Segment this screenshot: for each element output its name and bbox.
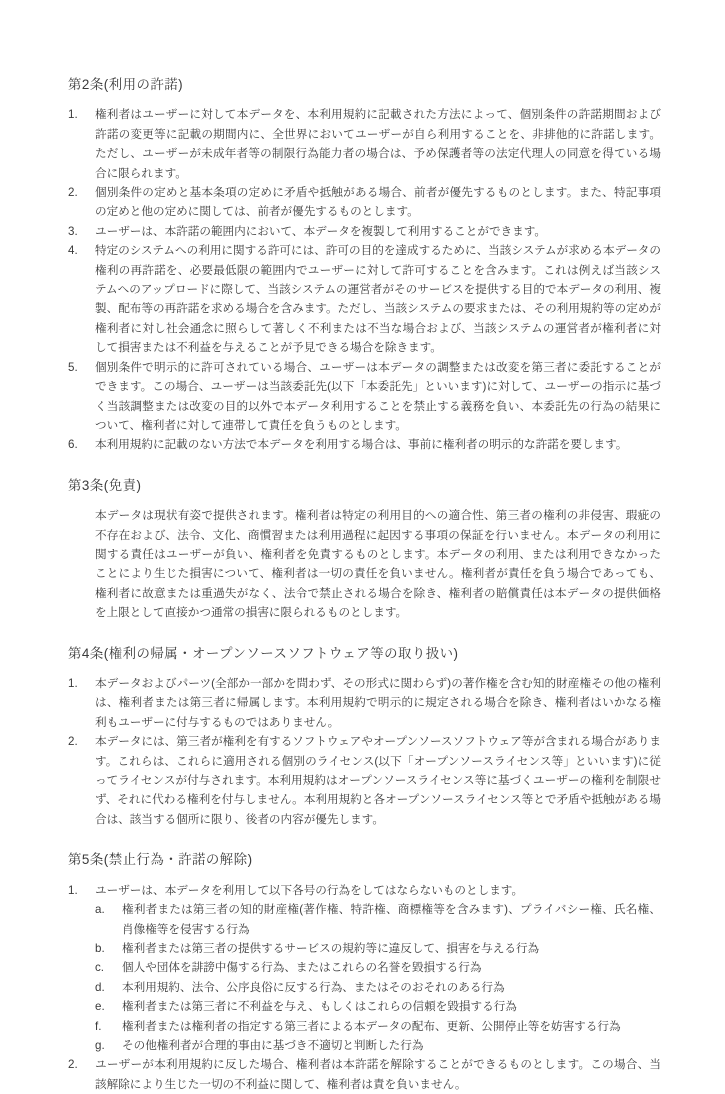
sub-list-item bbox=[95, 997, 661, 1016]
article-2-heading: 第2条(利用の許諾) bbox=[68, 77, 184, 92]
list-item bbox=[68, 105, 661, 183]
article-3-heading: 第3条(免責) bbox=[68, 477, 142, 493]
sub-list-item bbox=[95, 1017, 661, 1036]
list-item bbox=[68, 674, 661, 732]
sub-item-text: 権利者または第三者の提供するサービスの規約等に違反して、損害を与える行為 bbox=[122, 941, 540, 955]
item-text: 本利用規約に記載のない方法で本データを利用する場合は、事前に権利者の明示的な許諾を要します。 bbox=[95, 438, 628, 452]
item-number: 1. bbox=[68, 108, 78, 122]
item-number: 2. bbox=[68, 1058, 78, 1072]
sub-item-text: 権利者または権利者の指定する第三者による本データの配布、更新、公開停止等を妨害する行為 bbox=[122, 1019, 621, 1033]
sub-item-letter: d. bbox=[95, 980, 105, 994]
item-number: 2. bbox=[68, 186, 78, 200]
sub-item-letter: c. bbox=[95, 961, 105, 975]
sub-list-item bbox=[95, 900, 661, 939]
sub-item-letter: f. bbox=[95, 1019, 102, 1033]
sub-item-text: その他権利者が合理的事由に基づき不適切と判断した行為 bbox=[122, 1038, 424, 1052]
article-5-heading: 第5条(禁止行為・許諾の解除) bbox=[68, 852, 253, 868]
list-item bbox=[68, 732, 661, 829]
item-number: 1. bbox=[68, 883, 78, 897]
article-4-heading: 第4条(権利の帰属・オープンソースソフトウェア等の取り扱い) bbox=[68, 645, 459, 661]
list-item bbox=[68, 358, 661, 436]
item-text: 本データおよびパーツ(全部か一部かを問わず、その形式に関わらず)の著作権を含む知的財産権その他の権利は、権利者または第三者に帰属します。本利用規約で明示的に規定される場合を除き、権利者はいかなる権利もユーザーに付与するものではありません。 bbox=[95, 677, 661, 729]
list-item bbox=[68, 435, 661, 454]
sub-item-text: 権利者または第三者の知的財産権(著作権、特許権、商標権等を含みます)、プライバシー権、氏名権、肖像権等を侵害する行為 bbox=[122, 903, 661, 936]
section-article-2 bbox=[68, 76, 661, 455]
item-text: ユーザーは、本データを利用して以下各号の行為をしてはならないものとします。 bbox=[95, 883, 524, 897]
article-5-clause-list bbox=[68, 881, 661, 1094]
list-item bbox=[68, 183, 661, 222]
sub-list-item bbox=[95, 958, 661, 977]
list-item bbox=[68, 241, 661, 357]
item-number: 6. bbox=[68, 438, 78, 452]
sub-item-letter: a. bbox=[95, 903, 105, 917]
list-item bbox=[68, 222, 661, 241]
item-text: ユーザーが本利用規約に反した場合、権利者は本許諾を解除することができるものとします。この場合、当該解除により生じた一切の不利益に関して、権利者は責を負いません。 bbox=[95, 1058, 661, 1091]
article-2-clause-list bbox=[68, 105, 661, 454]
section-article-4 bbox=[68, 645, 661, 830]
item-number: 4. bbox=[68, 244, 78, 258]
item-number: 2. bbox=[68, 735, 78, 749]
sub-list-item bbox=[95, 978, 661, 997]
item-number: 3. bbox=[68, 224, 78, 238]
item-text: 権利者はユーザーに対して本データを、本利用規約に記載された方法によって、個別条件の許諾期間および許諾の変更等に記載の期間内に、全世界においてユーザーが自ら利用することを、非排他的に許諾します。ただし、ユーザーが未成年者等の制限行為能力者の場合は、予め保護者等の法定代理人の同意を得ている場合に限られます。 bbox=[95, 108, 661, 180]
item-number: 5. bbox=[68, 360, 78, 374]
sub-list-item bbox=[95, 939, 661, 958]
item-text: 個別条件で明示的に許可されている場合、ユーザーは本データの調整または改変を第三者に委託することができます。この場合、ユーザーは当該委託先(以下「本委託先」といいます)に対して、ユーザーの指示に基づく当該調整または改変の目的以外で本データ利用することを禁止する義務を負い、本委託先の行為の結果について、権利者に対して連帯して責任を負うものとします。 bbox=[95, 360, 661, 432]
item-text: 個別条件の定めと基本条項の定めに矛盾や抵触がある場合、前者が優先するものとします。また、特記事項の定めと他の定めに関しては、前者が優先するものとします。 bbox=[95, 186, 661, 219]
sub-item-text: 権利者または第三者に不利益を与え、もしくはこれらの信頼を毀損する行為 bbox=[122, 1000, 517, 1014]
sub-item-text: 本利用規約、法令、公序良俗に反する行為、またはそのおそれのある行為 bbox=[122, 980, 505, 994]
sub-item-text: 個人や団体を誹謗中傷する行為、またはこれらの名誉を毀損する行為 bbox=[122, 961, 482, 975]
item-text: 特定のシステムへの利用に関する許可には、許可の目的を達成するために、当該システムが求める本データの権利の再許諾を、必要最低限の範囲内でユーザーに対して許可することを含みます。これは例えば当該システムへのアップロードに際して、当該システムの運営者がそのサービスを提供する目的で本データの利用、複製、配布等の再許諾を求める場合を含みます。ただし、当該システムの要求または、その利用規約等の定めが権利者に対し社会通念に照らして著しく不利または不当な場合および、当該システムの運営者が権利者に対して損害または不利益を与えることが予見できる場合を除きます。 bbox=[95, 244, 662, 355]
sub-list-item bbox=[95, 1036, 661, 1055]
item-number: 1. bbox=[68, 677, 78, 691]
section-article-5 bbox=[68, 851, 661, 1094]
sub-item-letter: g. bbox=[95, 1038, 105, 1052]
sub-item-letter: b. bbox=[95, 941, 105, 955]
section-article-3 bbox=[68, 477, 661, 623]
sub-item-letter: e. bbox=[95, 1000, 105, 1014]
list-item bbox=[68, 1055, 661, 1094]
prohibited-acts-sublist bbox=[95, 900, 661, 1055]
list-item bbox=[68, 881, 661, 900]
item-text: ユーザーは、本許諾の範囲内において、本データを複製して利用することができます。 bbox=[95, 224, 546, 238]
article-3-paragraph: 本データは現状有姿で提供されます。権利者は特定の利用目的への適合性、第三者の権利の非侵害、瑕疵の不存在および、法令、文化、商慣習または利用過程に起因する事項の保証を行いません。本データの利用に関する責任はユーザーが負い、権利者を免責するものとします。本データの利用、または利用できなかったことにより生じた損害について、権利者は一切の責任を負いません。権利者が責任を負う場合であっても、権利者に故意または重過失がなく、法令で禁止される場合を除き、権利者の賠償責任は本データの提供価格を上限として直接かつ通常の損害に限られるものとします。 bbox=[95, 509, 661, 620]
article-4-clause-list bbox=[68, 674, 661, 829]
item-text: 本データには、第三者が権利を有するソフトウェアやオープンソースソフトウェア等が含まれる場合があります。これらは、これらに適用される個別のライセンス(以下「オープンソースライセンス等」といいます)に従ってライセンスが付与されます。本利用規約はオープンソースライセンス等に基づくユーザーの権利を制限せず、それに代わる権利を付与しません。本利用規約と各オープンソースライセンス等とで矛盾や抵触がある場合は、該当する個所に限り、後者の内容が優先します。 bbox=[95, 735, 661, 826]
